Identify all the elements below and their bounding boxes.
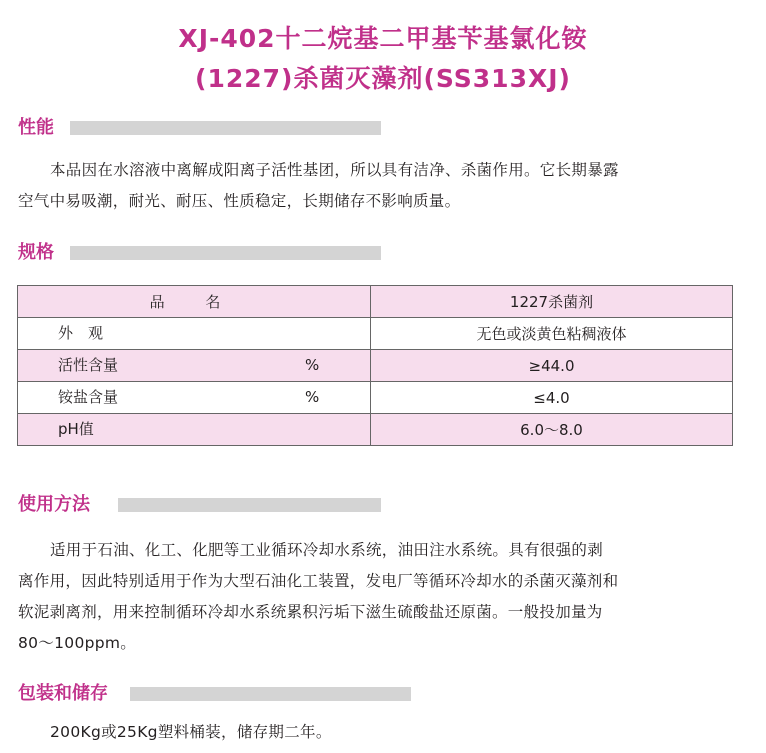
paragraph-line: 空气中易吸潮，耐光、耐压、性质稳定，长期储存不影响质量。 xyxy=(18,192,461,210)
section-divider-bar xyxy=(130,687,411,701)
section-heading-specification xyxy=(18,241,383,265)
header-name-cell: 品 名 xyxy=(18,286,371,318)
title-line-2: (1227)杀菌灭藻剂(SS313XJ) xyxy=(195,64,571,93)
section-heading-performance xyxy=(18,116,383,140)
section-divider-bar xyxy=(70,121,381,135)
property-label: 活性含量 xyxy=(58,356,119,374)
header-value-cell: 1227杀菌剂 xyxy=(371,286,733,318)
section-title: 规格 xyxy=(18,242,54,263)
property-value: ≥44.0 xyxy=(371,350,733,382)
title-line-1: XJ-402十二烷基二甲基苄基氯化铵 xyxy=(178,24,588,53)
property-cell xyxy=(18,382,371,414)
table-header-row xyxy=(18,286,733,318)
paragraph-line: 软泥剥离剂，用来控制循环冷却水系统累积污垢下滋生硫酸盐还原菌。一般投加量为 xyxy=(18,603,603,621)
property-cell xyxy=(18,414,371,446)
section-title: 性能 xyxy=(18,117,54,138)
section-title: 使用方法 xyxy=(18,494,90,515)
specification-table xyxy=(17,285,733,446)
property-label: 外 观 xyxy=(58,324,104,342)
section-heading-usage xyxy=(18,493,383,517)
property-cell xyxy=(18,318,371,350)
property-value: 无色或淡黄色粘稠液体 xyxy=(371,318,733,350)
paragraph-line: 80～100ppm。 xyxy=(18,634,137,652)
paragraph-line: 适用于石油、化工、化肥等工业循环冷却水系统，油田注水系统。具有很强的剥 xyxy=(50,541,604,559)
usage-paragraph xyxy=(18,535,738,659)
section-title: 包装和储存 xyxy=(18,683,108,704)
section-heading-packaging xyxy=(18,682,413,706)
table-row xyxy=(18,414,733,446)
section-divider-bar xyxy=(70,246,381,260)
property-unit: % xyxy=(305,388,320,406)
packaging-paragraph xyxy=(18,717,738,748)
property-label: pH值 xyxy=(58,420,94,438)
performance-paragraph xyxy=(18,155,738,217)
property-unit: % xyxy=(305,356,320,374)
property-value: 6.0～8.0 xyxy=(371,414,733,446)
property-cell xyxy=(18,350,371,382)
table-row xyxy=(18,350,733,382)
paragraph-line: 离作用，因此特别适用于作为大型石油化工装置，发电厂等循环冷却水的杀菌灭藻剂和 xyxy=(18,572,619,590)
table-row xyxy=(18,318,733,350)
paragraph-line: 本品因在水溶液中离解成阳离子活性基团，所以具有洁净、杀菌作用。它长期暴露 xyxy=(50,161,619,179)
section-divider-bar xyxy=(118,498,381,512)
property-value: ≤4.0 xyxy=(371,382,733,414)
table-row xyxy=(18,382,733,414)
property-label: 铵盐含量 xyxy=(58,388,119,406)
paragraph-line: 200Kg或25Kg塑料桶装，储存期二年。 xyxy=(50,723,332,741)
